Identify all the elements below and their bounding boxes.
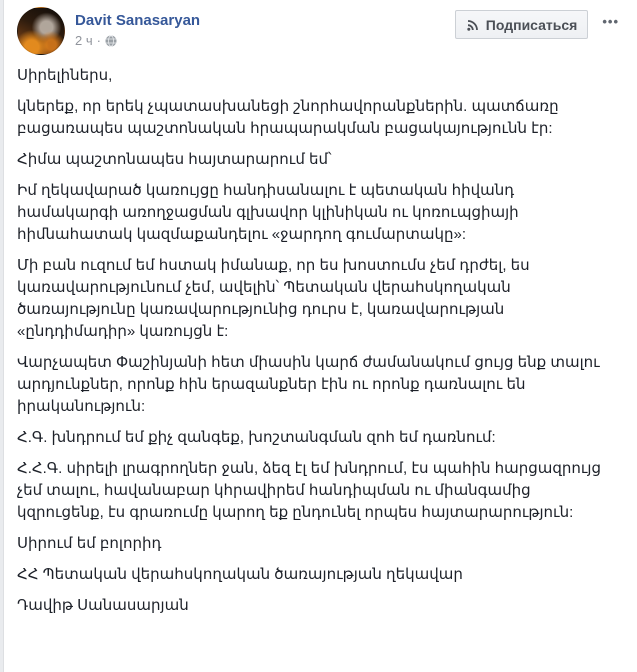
- post-paragraph: Իմ ղեկավարած կառույցը հանդիսանալու է պետական հիվանդ համակարգի առողջացման գլխավոր կլինիկան ու կոռուպցիայի հիմնահատակ կազմաքանդելու «ջարդող գումարտակը»:: [17, 182, 519, 243]
- avatar[interactable]: [17, 7, 65, 55]
- post-text: [5, 55, 637, 617]
- post-subline: [75, 33, 455, 48]
- post-paragraph: Հ.Հ.Գ. սիրելի լրագրողներ ջան, ձեզ էլ եմ խնդրում, էս պահին հարցազրույց չեմ տալու, հավանաբար կհրավիրեմ հանդիպման ու միանգամից կզրուցենք, էս գրառումը կարող եք ընդունել որպես հայտարարություն:: [17, 460, 601, 521]
- follow-button-label: Подписаться: [485, 16, 578, 33]
- post-paragraph: Սիրելիներս,: [17, 67, 113, 84]
- page-background-strip: [0, 0, 4, 672]
- follow-button[interactable]: [455, 10, 589, 39]
- post-paragraph: Հիմա պաշտոնապես հայտարարում եմ՝: [17, 151, 332, 168]
- post-header: [5, 0, 637, 55]
- post-paragraph: Սիրում եմ բոլորիդ: [17, 535, 162, 552]
- facebook-post-card: [5, 0, 637, 672]
- author-name-link[interactable]: Davit Sanasaryan: [75, 12, 201, 29]
- more-options-button[interactable]: [598, 12, 623, 32]
- post-meta: [75, 7, 455, 48]
- globe-public-icon: [105, 35, 117, 47]
- post-actions: [455, 7, 625, 39]
- separator-dot: ·: [96, 33, 101, 48]
- post-paragraph: ՀՀ Պետական վերահսկողական ծառայության ղեկավար: [17, 566, 463, 583]
- post-paragraph: կներեք, որ երեկ չպատասխանեցի շնորհավորանքներին. պատճառը բացառապես պաշտոնական հրապարակման բացակայությունն էր:: [17, 98, 559, 137]
- post-paragraph: Հ.Գ. խնդրում եմ քիչ զանգեք, խոշտանգման զոհ եմ դառնում:: [17, 429, 496, 446]
- post-paragraph: Մի բան ուզում եմ հստակ իմանաք, որ ես խոստումս չեմ դրժել, ես կառավարությունում չեմ, ավելին՝ Պետական վերահսկողական ծառայությունը կառավարությունից դուրս է, կառավարության «ընդդիմադիր» կառույցն է:: [17, 257, 530, 340]
- rss-follow-icon: [466, 18, 480, 32]
- timestamp-link[interactable]: 2 ч: [75, 33, 93, 48]
- ellipsis-icon: •••: [602, 14, 619, 29]
- post-paragraph: Վարչապետ Փաշինյանի հետ միասին կարճ ժամանակում ցույց ենք տալու արդյունքներ, որոնք հին երազանքներ էին ու որոնք դառնալու են իրականություն:: [17, 354, 600, 415]
- post-paragraph: Դավիթ Սանասարյան: [17, 597, 189, 614]
